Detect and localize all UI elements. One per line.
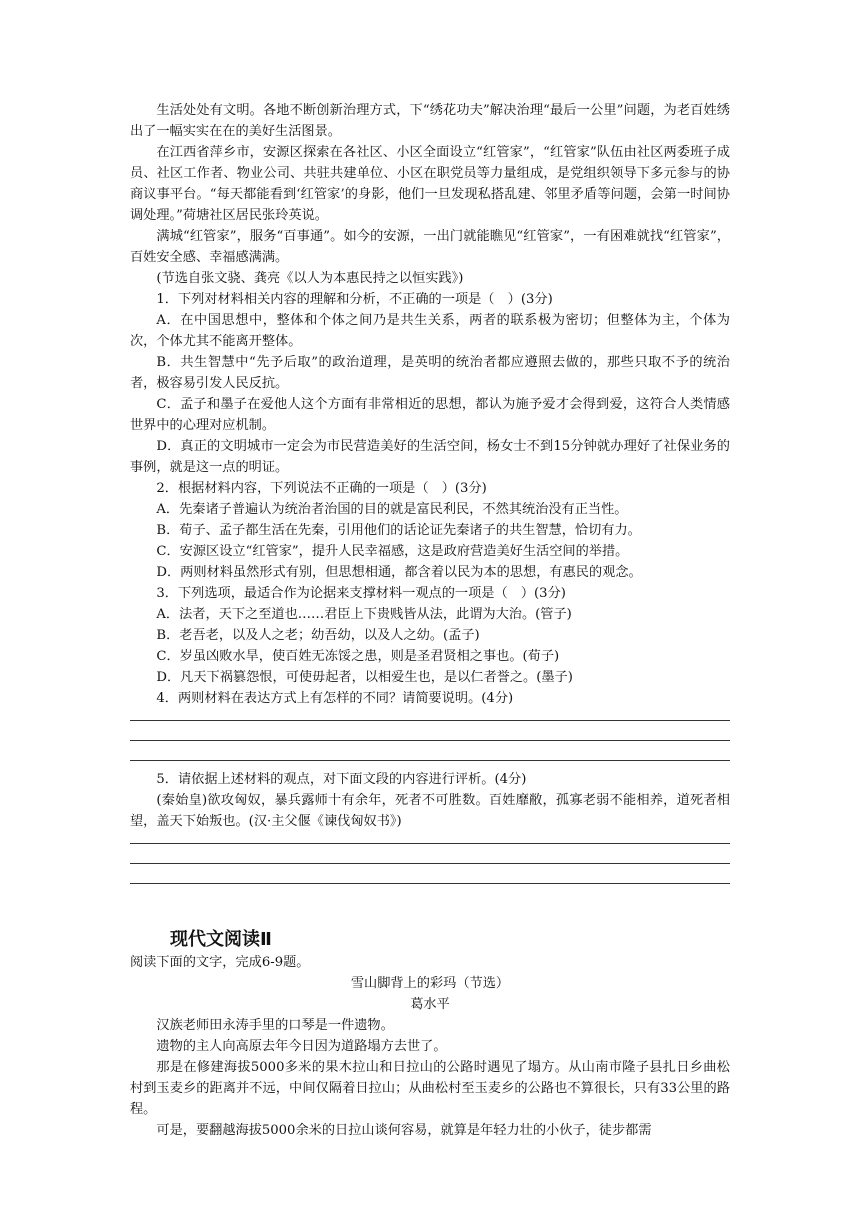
question-2-option-d: D．两则材料虽然形式有别，但思想相通，都含着以民为本的思想，有惠民的观念。 xyxy=(156,565,642,580)
paragraph: 在江西省萍乡市，安源区探索在各社区、小区全面设立“红管家”，“红管家”队伍由社区两委班子成员、社区工作者、物业公司、共驻共建单位、小区在职党员等力量组成，是党组织领导下多元参与的协商议事平台。“每天都能看到‘红管家’的身影，他们一旦发现私搭乱建、邻里矛盾等问题，会第一时间协调处理。”荷塘社区居民张玲英说。 xyxy=(130,145,730,223)
question-3-option-a: A．法者，天下之至道也……君臣上下贵贱皆从法，此谓为大治。(管子) xyxy=(156,607,572,622)
question-5-passage: (秦始皇)欲攻匈奴，暴兵露师十有余年，死者不可胜数。百姓靡敝，孤寡老弱不能相养，道死者相望，盖天下始叛也。(汉·主父偃《谏伐匈奴书》) xyxy=(130,793,730,829)
question-2-stem: 2．根据材料内容，下列说法不正确的一项是（ ）(3分) xyxy=(156,481,487,496)
question-1-option-b: B．共生智慧中“先予后取”的政治道理，是英明的统治者都应遵照去做的，那些只取不予的统治者，极容易引发人民反抗。 xyxy=(130,355,730,391)
paragraph: 遗物的主人向高原去年今日因为道路塌方去世了。 xyxy=(156,1039,447,1054)
question-4-stem: 4．两则材料在表达方式上有怎样的不同？请简要说明。(4分) xyxy=(156,691,514,706)
question-3-option-c: C．岁虽凶败水旱，使百姓无冻馁之患，则是圣君贤相之事也。(荀子) xyxy=(156,649,560,664)
article-title: 雪山脚背上的彩玛（节选） xyxy=(350,976,510,991)
question-2-option-a: A．先秦诸子普遍认为统治者治国的目的就是富民利民，不然其统治没有正当性。 xyxy=(156,502,628,517)
question-3-option-d: D．凡天下祸篡怨恨，可使毋起者，以相爱生也，是以仁者誉之。(墨子) xyxy=(156,670,573,685)
paragraph: 那是在修建海拔5000多米的果木拉山和日拉山的公路时遇见了塌方。从山南市隆子县扎日乡曲松村到玉麦乡的距离并不远，中间仅隔着日拉山；从曲松村至玉麦乡的公路也不算很长，只有33公里的路程。 xyxy=(130,1060,730,1117)
paragraph: 可是，要翻越海拔5000余米的日拉山谈何容易，就算是年轻力壮的小伙子，徒步都需 xyxy=(156,1123,652,1138)
question-1-stem: 1．下列对材料相关内容的理解和分析，不正确的一项是（ ）(3分) xyxy=(156,292,553,307)
article-author: 葛水平 xyxy=(410,997,450,1012)
question-2-option-c: C．安源区设立“红管家”，提升人民幸福感，这是政府营造美好生活空间的举措。 xyxy=(156,544,629,559)
question-5-stem: 5．请依据上述材料的观点，对下面文段的内容进行评析。(4分) xyxy=(156,772,527,787)
source-citation: (节选自张文骁、龚亮《以人为本惠民持之以恒实践》) xyxy=(156,271,464,286)
question-3-stem: 3．下列选项，最适合作为论据来支撑材料一观点的一项是（ ）(3分) xyxy=(156,586,566,601)
paragraph: 汉族老师田永涛手里的口琴是一件遗物。 xyxy=(156,1018,394,1033)
question-1-option-c: C．孟子和墨子在爱他人这个方面有非常相近的思想，都认为施予爱才会得到爱，这符合人类情感世界中的心理对应机制。 xyxy=(130,397,730,433)
section-instruction: 阅读下面的文字，完成6-9题。 xyxy=(130,955,310,970)
document-page xyxy=(130,100,730,1141)
paragraph: 满城“红管家”，服务“百事通”。如今的安源，一出门就能瞧见“红管家”，一有困难就找“红管家”，百姓安全感、幸福感满满。 xyxy=(130,229,730,265)
paragraph: 生活处处有文明。各地不断创新治理方式，下“绣花功夫”解决治理“最后一公里”问题，为老百姓绣出了一幅实实在在的美好生活图景。 xyxy=(130,103,730,139)
question-1-option-a: A．在中国思想中，整体和个体之间乃是共生关系，两者的联系极为密切；但整体为主，个体为次，个体尤其不能离开整体。 xyxy=(130,313,730,349)
section-heading: 现代文阅读Ⅱ xyxy=(170,929,272,950)
question-3-option-b: B．老吾老，以及人之老；幼吾幼，以及人之幼。(孟子) xyxy=(156,628,480,643)
question-2-option-b: B．荀子、孟子都生活在先秦，引用他们的话论证先秦诸子的共生智慧，恰切有力。 xyxy=(156,523,641,538)
question-1-option-d: D．真正的文明城市一定会为市民营造美好的生活空间，杨女士不到15分钟就办理好了社保业务的事例，就是这一点的明证。 xyxy=(130,439,730,475)
